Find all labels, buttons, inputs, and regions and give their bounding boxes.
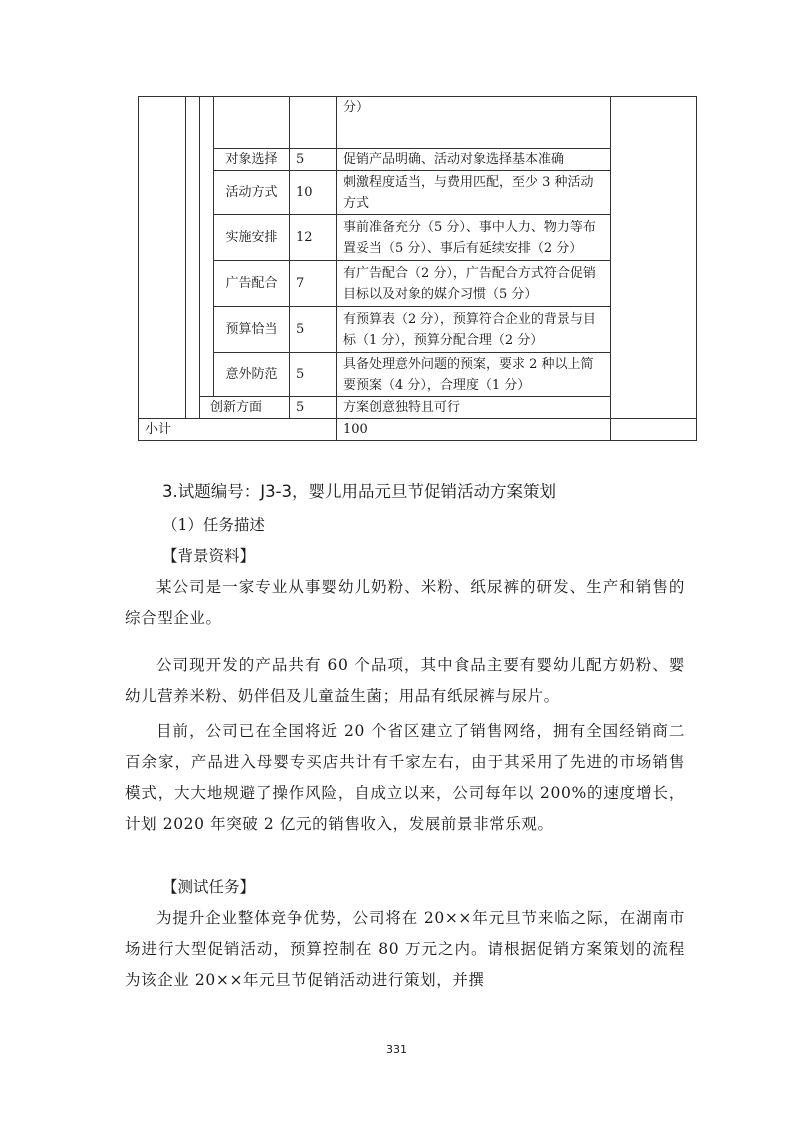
criteria-cell: 具备处理意外问题的预案，要求 2 种以上简要预案（4 分），合理度（1 分）: [337, 353, 611, 397]
criteria-cell: 促销产品明确、活动对象选择基本准确: [337, 149, 611, 171]
criteria-cell: 有预算表（2 分），预算符合企业的背景与目标（1 分），预算分配合理（2 分）: [337, 307, 611, 353]
item-cell: 广告配合: [214, 261, 290, 307]
score-cell: 5: [290, 353, 337, 397]
table-row: [139, 97, 697, 149]
background-paragraph: 某公司是一家专业从事婴幼儿奶粉、米粉、纸尿裤的研发、生产和销售的综合型企业。: [125, 578, 685, 627]
sub-heading: （1）任务描述: [162, 516, 265, 534]
task-label: 【测试任务】: [162, 878, 256, 896]
score-cell: 12: [290, 215, 337, 261]
innovation-cell: 创新方面: [200, 397, 290, 419]
task-paragraph: 为提升企业整体竞争优势，公司将在 20××年元旦节来临之际，在湖南市场进行大型促销活动，预算控制在 80 万元之内。请根据促销方案策划的流程为该企业 20××年元旦节促销活动进行策划，并撰: [125, 909, 685, 989]
page-number: 331: [386, 1043, 407, 1056]
score-cell: 7: [290, 261, 337, 307]
section-heading: 3.试题编号：J3-3，婴儿用品元旦节促销活动方案策划: [162, 482, 557, 501]
subtotal-score: 100: [337, 419, 611, 441]
criteria-cell: 分）: [337, 97, 611, 149]
item-cell: 实施安排: [214, 215, 290, 261]
criteria-cell: 方案创意独特且可行: [337, 397, 611, 419]
background-paragraph: 目前，公司已在全国将近 20 个省区建立了销售网络，拥有全国经销商二百余家，产品进入母婴专买店共计有千家左右，由于其采用了先进的市场销售模式，大大地规避了操作风险，自成立以来，公司每年以 200%的速度增长，计划 2020 年突破 2 亿元的销售收入，发展前景非常乐观。: [125, 722, 685, 833]
item-cell: 活动方式: [214, 171, 290, 215]
criteria-cell: 事前准备充分（5 分）、事中人力、物力等布置妥当（5 分）、事后有延续安排（2 分）: [337, 215, 611, 261]
scoring-table: [138, 96, 697, 441]
item-cell: 预算恰当: [214, 307, 290, 353]
background-label: 【背景资料】: [162, 547, 256, 565]
score-cell: 10: [290, 171, 337, 215]
score-cell: 5: [290, 307, 337, 353]
score-cell: 5: [290, 149, 337, 171]
criteria-cell: 有广告配合（2 分），广告配合方式符合促销目标以及对象的媒介习惯（5 分）: [337, 261, 611, 307]
item-cell: 对象选择: [214, 149, 290, 171]
subtotal-label: 小计: [139, 419, 337, 441]
criteria-cell: 刺激程度适当，与费用匹配，至少 3 种活动方式: [337, 171, 611, 215]
score-cell: 5: [290, 397, 337, 419]
subtotal-row: [139, 419, 697, 441]
background-paragraph: 公司现开发的产品共有 60 个品项，其中食品主要有婴幼儿配方奶粉、婴幼儿营养米粉、奶伴侣及儿童益生菌；用品有纸尿裤与尿片。: [125, 656, 685, 705]
item-cell: 意外防范: [214, 353, 290, 397]
